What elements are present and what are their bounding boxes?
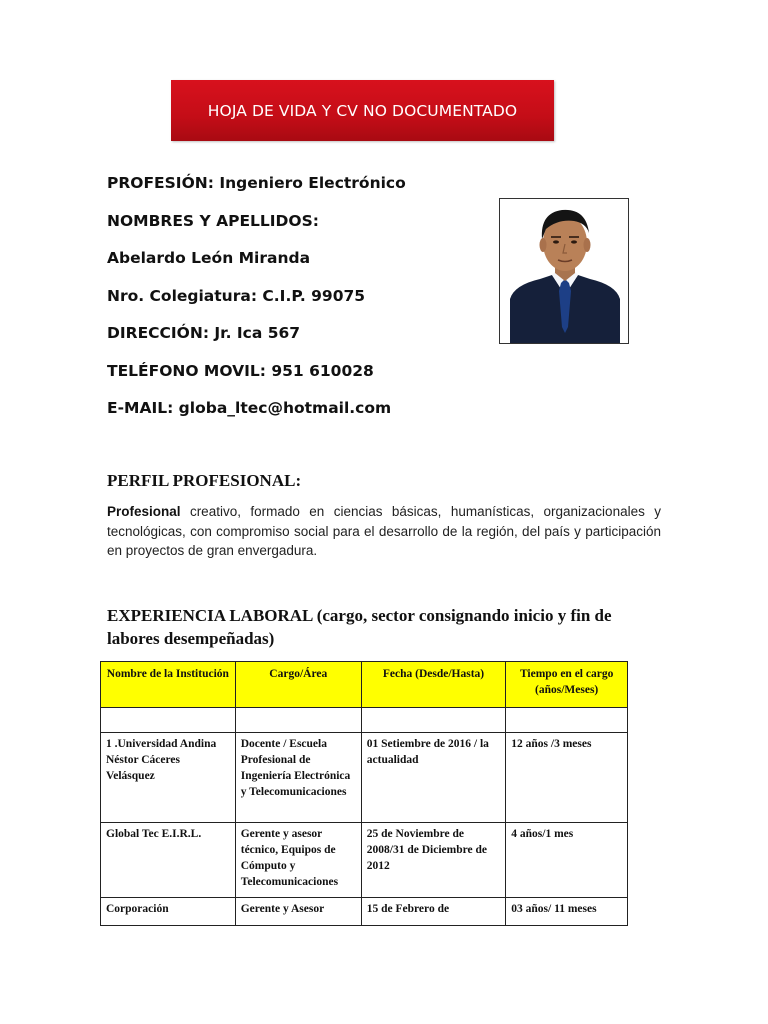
column-header-cargo: Cargo/Área [235, 662, 361, 708]
table-cell: Gerente y Asesor [235, 898, 361, 926]
table-cell: Corporación [101, 898, 236, 926]
table-cell: 1 .Universidad Andina Néstor Cáceres Velásquez [101, 733, 236, 823]
telefono-line: TELÉFONO MOVIL: 951 610028 [107, 362, 374, 380]
experiencia-table [100, 661, 628, 926]
email-line: E-MAIL: globa_ltec@hotmail.com [107, 399, 392, 417]
colegiatura-line: Nro. Colegiatura: C.I.P. 99075 [107, 287, 366, 305]
perfil-lead: Profesional [107, 504, 181, 519]
perfil-body: creativo, formado en ciencias básicas, humanísticas, organizacionales y tecnológicas, con compromiso social para el desarrollo de la región, del país y participación en proyectos de gran envergadura. [107, 504, 661, 558]
table-row [101, 898, 628, 926]
table-cell: 15 de Febrero de [361, 898, 506, 926]
person-portrait-icon [500, 199, 629, 344]
experiencia-heading [107, 604, 667, 650]
table-cell: Docente / Escuela Profesional de Ingeniería Electrónica y Telecomunicaciones [235, 733, 361, 823]
table-cell: Gerente y asesor técnico, Equipos de Cómputo y Telecomunicaciones [235, 823, 361, 898]
nombres-label: NOMBRES Y APELLIDOS: [107, 212, 319, 230]
experiencia-subtitle: (cargo, sector consignando inicio y fin de labores desempeñadas) [107, 606, 612, 648]
column-header-tiempo: Tiempo en el cargo (años/Meses) [506, 662, 628, 708]
column-header-fecha: Fecha (Desde/Hasta) [361, 662, 506, 708]
table-cell [361, 708, 506, 733]
table-cell: 03 años/ 11 meses [506, 898, 628, 926]
table-header-row [101, 662, 628, 708]
table-cell [101, 708, 236, 733]
table-row [101, 823, 628, 898]
nombre-line: Abelardo León Miranda [107, 249, 311, 267]
table-cell [506, 708, 628, 733]
table-cell: 25 de Noviembre de 2008/31 de Diciembre de 2012 [361, 823, 506, 898]
column-header-institucion: Nombre de la Institución [101, 662, 236, 708]
perfil-paragraph [107, 502, 661, 561]
title-banner [171, 80, 554, 141]
table-cell: 01 Setiembre de 2016 / la actualidad [361, 733, 506, 823]
profile-photo [499, 198, 629, 344]
table-cell: 4 años/1 mes [506, 823, 628, 898]
direccion-line: DIRECCIÓN: Jr. Ica 567 [107, 324, 301, 342]
profesion-line: PROFESIÓN: Ingeniero Electrónico [107, 174, 406, 192]
perfil-heading: PERFIL PROFESIONAL: [107, 471, 302, 490]
experiencia-title: EXPERIENCIA LABORAL [107, 606, 313, 625]
table-row [101, 708, 628, 733]
table-cell: 12 años /3 meses [506, 733, 628, 823]
table-row [101, 733, 628, 823]
document-title: HOJA DE VIDA Y CV NO DOCUMENTADO [207, 101, 518, 120]
table-cell: Global Tec E.I.R.L. [101, 823, 236, 898]
table-cell [235, 708, 361, 733]
